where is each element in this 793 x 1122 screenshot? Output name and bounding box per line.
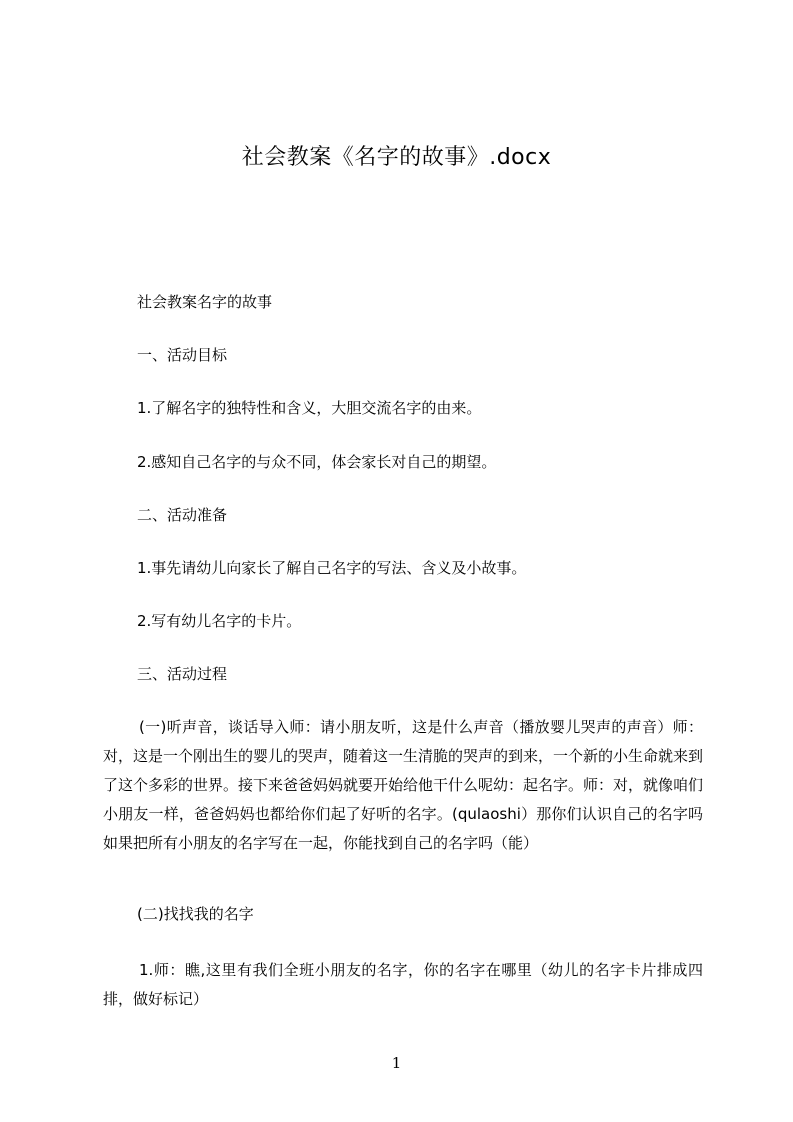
process-paragraph-1: (一)听声音，谈话导入师：请小朋友听，这是什么声音（播放婴儿哭声的声音）师：对，这是一个刚出生的婴儿的哭声，随着这一生清脆的哭声的到来，一个新的小生命就来到了这个多彩的世界。接下来爸爸妈妈就要开始给他干什么呢幼：起名字。师：对，就像咱们小朋友一样，爸爸妈妈也都给你们起了好听的名字。(qulaoshi）那你们认识自己的名字吗如果把所有小朋友的名字写在一起，你能找到自己的名字吗（能） bbox=[103, 718, 704, 852]
goal-item-1: 1.了解名字的独特性和含义，大胆交流名字的由来。 bbox=[137, 399, 482, 417]
prep-item-1: 1.事先请幼儿向家长了解自己名字的写法、含义及小故事。 bbox=[137, 559, 527, 577]
goal-item-2: 2.感知自己名字的与众不同，体会家长对自己的期望。 bbox=[137, 453, 497, 471]
section-heading-preparation: 二、活动准备 bbox=[137, 506, 228, 524]
process-step-1: 1.师：瞧,这里有我们全班小朋友的名字，你的名字在哪里（幼儿的名字卡片排成四排，做好标记） bbox=[103, 961, 703, 1008]
page-number: 1 bbox=[391, 1054, 402, 1072]
subsection-heading-find-name: (二)找找我的名字 bbox=[137, 905, 254, 923]
doc-heading: 社会教案名字的故事 bbox=[137, 293, 273, 311]
prep-item-2: 2.写有幼儿名字的卡片。 bbox=[137, 612, 302, 630]
section-heading-goals: 一、活动目标 bbox=[137, 346, 228, 364]
section-heading-process: 三、活动过程 bbox=[137, 665, 228, 683]
document-title: 社会教案《名字的故事》.docx bbox=[241, 145, 552, 170]
